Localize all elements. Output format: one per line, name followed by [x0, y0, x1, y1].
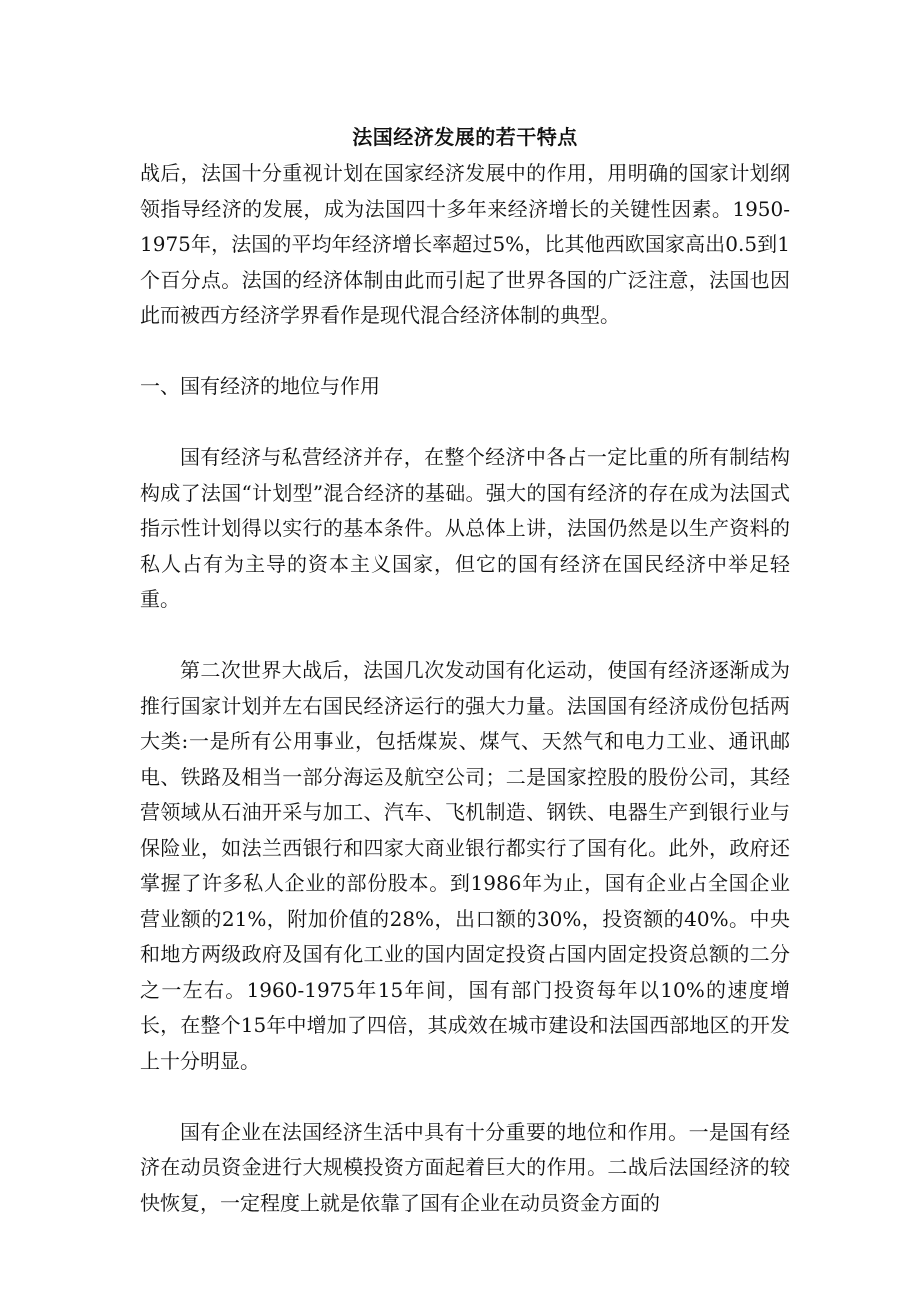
paragraph-gap — [140, 334, 790, 370]
intro-paragraph: 战后，法国十分重视计划在国家经济发展中的作用，用明确的国家计划纲领指导经济的发展，成为法国四十多年来经济增长的关键性因素。1950-1975年，法国的平均年经济增长率超过5%，比其他西欧国家高出0.5到1个百分点。法国的经济体制由此而引起了世界各国的广泛注意，法国也因此而被西方经济学界看作是现代混合经济体制的典型。 — [140, 161, 790, 327]
document-title: 法国经济发展的若干特点 — [352, 125, 578, 149]
body-paragraph: 国有经济与私营经济并存，在整个经济中各占一定比重的所有制结构构成了法国“计划型”混合经济的基础。强大的国有经济的存在成为法国式指示性计划得以实行的基本条件。从总体上讲，法国仍然是以生产资料的私人占有为主导的资本主义国家，但它的国有经济在国民经济中举足轻重。 — [140, 445, 790, 611]
paragraph-gap — [140, 618, 790, 654]
paragraph-gap — [140, 1079, 790, 1115]
section-heading: 一、国有经济的地位与作用 — [140, 374, 380, 398]
document-page — [140, 118, 790, 1221]
body-paragraph: 第二次世界大战后，法国几次发动国有化运动，使国有经济逐渐成为推行国家计划并左右国民经济运行的强大力量。法国国有经济成份包括两大类:一是所有公用事业，包括煤炭、煤气、天然气和电力工业、通讯邮电、铁路及相当一部分海运及航空公司；二是国家控股的股份公司，其经营领域从石油开采与加工、汽车、飞机制造、钢铁、电器生产到银行业与保险业，如法兰西银行和四家大商业银行都实行了国有化。此外，政府还掌握了许多私人企业的部份股本。到1986年为止，国有企业占全国企业营业额的21%，附加价值的28%，出口额的30%，投资额的40%。中央和地方两级政府及国有化工业的国内固定投资占国内固定投资总额的二分之一左右。1960-1975年15年间，国有部门投资每年以10%的速度增长，在整个15年中增加了四倍，其成效在城市建设和法国西部地区的开发上十分明显。 — [140, 658, 790, 1073]
body-paragraph: 国有企业在法国经济生活中具有十分重要的地位和作用。一是国有经济在动员资金进行大规模投资方面起着巨大的作用。二战后法国经济的较快恢复，一定程度上就是依靠了国有企业在动员资金方面的 — [140, 1119, 790, 1215]
paragraph-gap — [140, 405, 790, 441]
